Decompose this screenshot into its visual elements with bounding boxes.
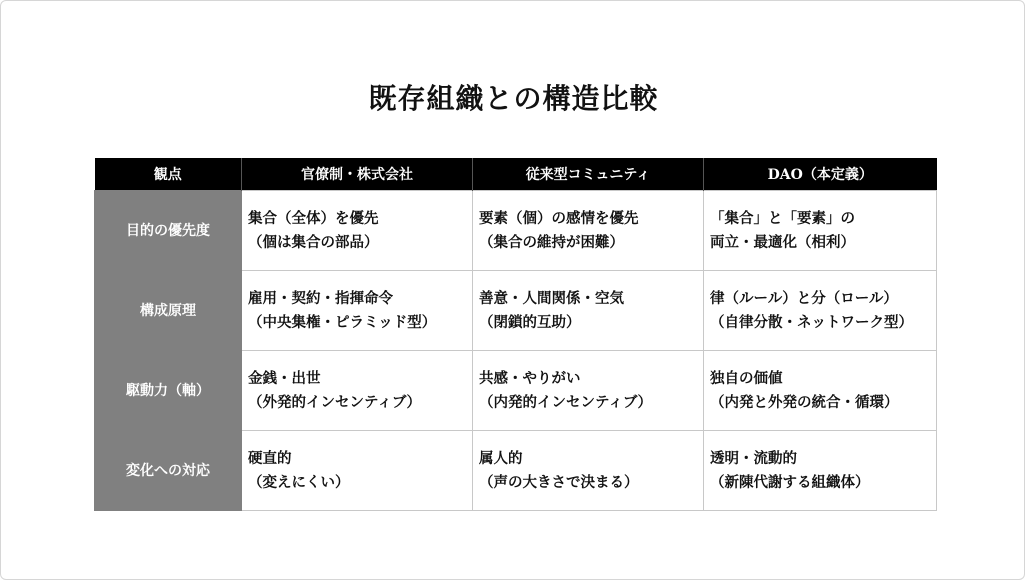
cell-line: （外発的インセンティブ） bbox=[248, 393, 421, 411]
table-header-row bbox=[95, 158, 937, 191]
cell-line: （声の大きさで決まる） bbox=[479, 473, 639, 491]
cell-line: 雇用・契約・指揮命令 bbox=[248, 289, 393, 307]
cell-line: 善意・人間関係・空気 bbox=[479, 289, 624, 307]
table-cell bbox=[473, 431, 704, 511]
slide-title: 既存組織との構造比較 bbox=[368, 82, 659, 115]
cell-line: （変えにくい） bbox=[248, 473, 350, 491]
table-cell bbox=[704, 191, 937, 271]
cell-line: （集合の維持が困難） bbox=[479, 233, 624, 251]
header-community: 従来型コミュニティ bbox=[473, 158, 704, 191]
table-row bbox=[95, 431, 937, 511]
table-cell bbox=[473, 271, 704, 351]
cell-line: 独自の価値 bbox=[710, 369, 783, 387]
comparison-table bbox=[94, 158, 937, 511]
table-cell bbox=[473, 351, 704, 431]
cell-line: （内発と外発の統合・循環） bbox=[710, 393, 899, 411]
cell-line: （個は集合の部品） bbox=[248, 233, 379, 251]
cell-line: （閉鎖的互助） bbox=[479, 313, 581, 331]
cell-line: （内発的インセンティブ） bbox=[479, 393, 652, 411]
cell-line: 集合（全体）を優先 bbox=[248, 209, 379, 227]
header-bureaucracy: 官僚制・株式会社 bbox=[242, 158, 473, 191]
cell-line: 共感・やりがい bbox=[479, 369, 581, 387]
table-row bbox=[95, 351, 937, 431]
cell-line: 要素（個）の感情を優先 bbox=[479, 209, 639, 227]
cell-line: （自律分散・ネットワーク型） bbox=[710, 313, 913, 331]
cell-line: （新陳代謝する組織体） bbox=[710, 473, 870, 491]
table-cell bbox=[242, 351, 473, 431]
row-label: 目的の優先度 bbox=[95, 191, 242, 271]
table-cell bbox=[704, 431, 937, 511]
row-label: 変化への対応 bbox=[95, 431, 242, 511]
cell-line: 律（ルール）と分（ロール） bbox=[710, 289, 898, 307]
cell-line: 硬直的 bbox=[248, 449, 292, 467]
table-cell bbox=[473, 191, 704, 271]
row-label: 構成原理 bbox=[95, 271, 242, 351]
table-cell bbox=[242, 431, 473, 511]
header-viewpoint: 観点 bbox=[95, 158, 242, 191]
cell-line: 透明・流動的 bbox=[710, 449, 797, 467]
header-dao: DAO（本定義） bbox=[704, 158, 937, 191]
table-cell bbox=[242, 191, 473, 271]
cell-line: 金銭・出世 bbox=[248, 369, 321, 387]
cell-line: 属人的 bbox=[479, 449, 523, 467]
table-cell bbox=[242, 271, 473, 351]
table-row bbox=[95, 271, 937, 351]
row-label: 駆動力（軸） bbox=[95, 351, 242, 431]
cell-line: 「集合」と「要素」の bbox=[710, 209, 855, 227]
table-cell bbox=[704, 271, 937, 351]
table-cell bbox=[704, 351, 937, 431]
cell-line: （中央集権・ピラミッド型） bbox=[248, 313, 437, 331]
cell-line: 両立・最適化（相利） bbox=[710, 233, 855, 251]
table-row bbox=[95, 191, 937, 271]
